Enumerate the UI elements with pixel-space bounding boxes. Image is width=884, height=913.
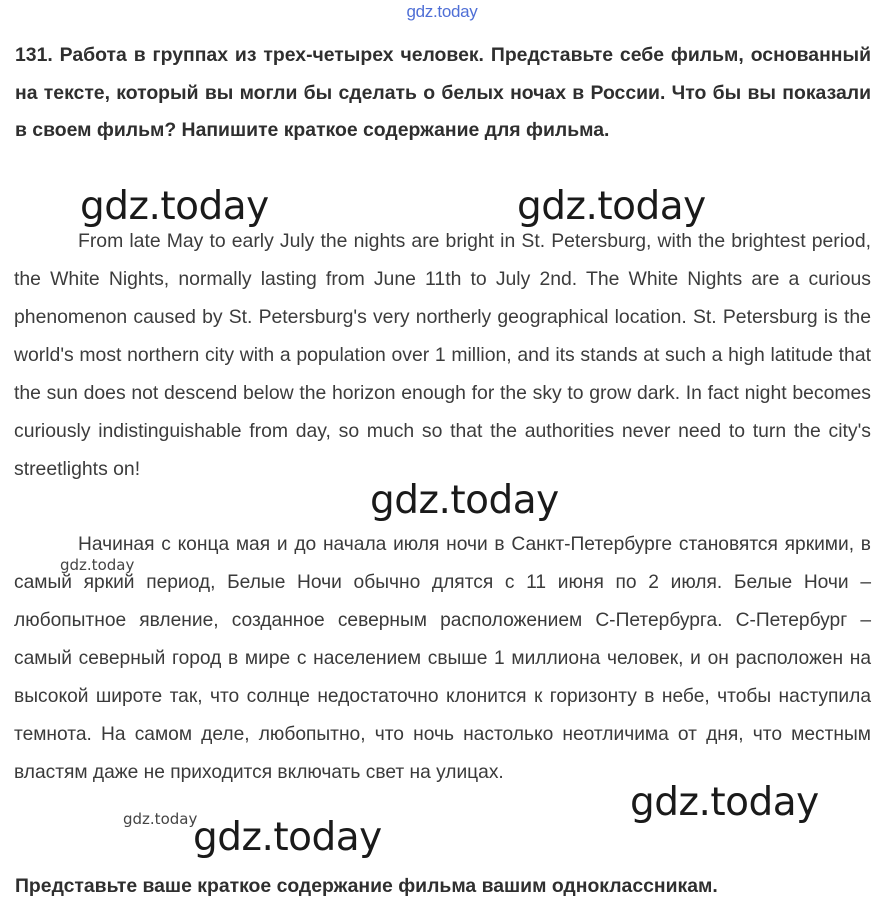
site-mark: gdz.today [406, 2, 478, 21]
watermark: gdz.today [630, 780, 819, 825]
watermark: gdz.today [193, 815, 382, 860]
task-instruction: 131. Работа в группах из трех-четырех человек. Представьте себе фильм, основанный на тексте, который вы могли бы сделать о белых ночах в России. Что бы вы показали в своем фильм? Напишите краткое содержание для фильма. [15, 44, 871, 141]
english-paragraph [14, 222, 871, 488]
russian-paragraph [14, 526, 871, 792]
russian-paragraph-text: Начиная с конца мая и до начала июля ночи в Санкт-Петербурге становятся яркими, в самый яркий период, Белые Ночи обычно длятся с 11 июня по 2 июля. Белые Ночи – любопытное явление, созданное северным расположением С-Петербурга. С-Петербург – самый северный город в мире с населением свыше 1 миллиона человек, и он расположен на высокой широте так, что солнце недостаточно клонится к горизонту в небе, чтобы наступила темнота. На самом деле, любопытно, что ночь настолько неотличима от дня, что местным властям даже не приходится включать свет на улицах. [14, 534, 871, 783]
watermark: gdz.today [60, 556, 135, 574]
english-paragraph-text: From late May to early July the nights are bright in St. Petersburg, with the brightest period, the White Nights, normally lasting from June 11th to July 2nd. The White Nights are a curious phenomenon caused by St. Petersburg's very northerly geographical location. St. Petersburg is the world's most northern city with a population over 1 million, and its stands at such a high latitude that the sun does not descend below the horizon enough for the sky to grow dark. In fact night becomes curiously indistinguishable from day, so much so that the authorities never need to turn the city's streetlights on! [14, 230, 871, 480]
closing-instruction: Представьте ваше краткое содержание фильма вашим одноклассникам. [15, 875, 718, 897]
watermark: gdz.today [370, 478, 559, 523]
watermark: gdz.today [80, 184, 269, 229]
watermark: gdz.today [517, 184, 706, 229]
watermark: gdz.today [123, 810, 198, 828]
